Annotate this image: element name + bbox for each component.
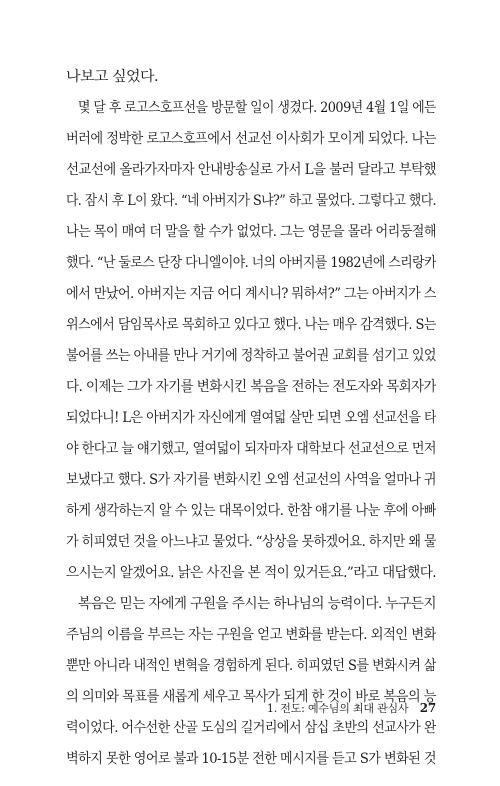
text-line: 다. 잠시 후 L이 왔다. “네 아버지가 S냐?” 하고 물었다. 그렇다고 했다. bbox=[66, 193, 436, 209]
text-line: 가 히피였던 것을 아느냐고 물었다. “상상을 못하겠어요. 하지만 왜 물 bbox=[66, 534, 436, 550]
text-line: 불어를 쓰는 아내를 만나 거기에 정착하고 불어권 교회를 섬기고 있었 bbox=[66, 348, 436, 364]
text-line: 의 의미와 목표를 새롭게 세우고 목사가 되게 한 것이 바로 복음의 능 bbox=[66, 689, 436, 705]
running-footer bbox=[0, 700, 436, 716]
text-line: 되었다니! L은 아버지가 자신에게 열여덟 살만 되면 오엠 선교선을 타 bbox=[66, 410, 436, 426]
text-line: 야 한다고 늘 얘기했고, 열여덟이 되자마자 대학보다 선교선으로 먼저 bbox=[66, 441, 436, 457]
chapter-title: 1. 전도: 예수님의 최대 관심사 bbox=[266, 702, 409, 715]
text-line: 에서 만났어. 아버지는 지금 어디 계시니? 뭐하셔?” 그는 아버지가 스 bbox=[66, 286, 436, 302]
text-line: 다. 이제는 그가 자기를 변화시킨 복음을 전하는 전도자와 목회자가 bbox=[66, 379, 436, 395]
text-line: 보냈다고 했다. S가 자기를 변화시킨 오엠 선교선의 사역을 얼마나 귀 bbox=[66, 472, 436, 488]
text-line: 복음은 믿는 자에게 구원을 주시는 하나님의 능력이다. 누구든지 bbox=[78, 596, 436, 612]
text-line: 주님의 이름을 부르는 자는 구원을 얻고 변화를 받는다. 외적인 변화 bbox=[66, 627, 436, 643]
body-text bbox=[66, 62, 436, 775]
text-line: 선교선에 올라가자마자 안내방송실로 가서 L을 불러 달라고 부탁했 bbox=[66, 162, 436, 178]
text-line: 위스에서 담임목사로 목회하고 있다고 했다. 나는 매우 감격했다. S는 bbox=[66, 317, 436, 333]
text-line: 뿐만 아니라 내적인 변혁을 경험하게 된다. 히피였던 S를 변화시켜 삶 bbox=[66, 658, 436, 674]
text-line: 나는 목이 매여 더 말을 할 수가 없었다. 그는 영문을 몰라 어리둥절해 bbox=[66, 224, 436, 240]
text-line: 버러에 정박한 로고스호프에서 선교선 이사회가 모이게 되었다. 나는 bbox=[66, 131, 436, 147]
text-line: 벽하지 못한 영어로 불과 10-15분 전한 메시지를 듣고 S가 변화된 것 bbox=[66, 751, 436, 767]
text-line: 하게 생각하는지 알 수 있는 대목이었다. 한참 얘기를 나눈 후에 아빠 bbox=[66, 503, 436, 519]
text-line: 했다. “난 둘로스 단장 다니엘이야. 너의 아버지를 1982년에 스리랑카 bbox=[66, 255, 436, 271]
text-line: 력이었다. 어수선한 산골 도심의 길거리에서 삼십 초반의 선교사가 완 bbox=[66, 720, 436, 736]
text-line: 몇 달 후 로고스호프선을 방문할 일이 생겼다. 2009년 4월 1일 에든 bbox=[78, 100, 436, 116]
text-line: 나보고 싶었다. bbox=[66, 69, 159, 85]
page-number: 27 bbox=[419, 701, 436, 715]
text-line: 으시는지 알겠어요. 낡은 사진을 본 적이 있거든요.”라고 대답했다. bbox=[66, 565, 436, 581]
